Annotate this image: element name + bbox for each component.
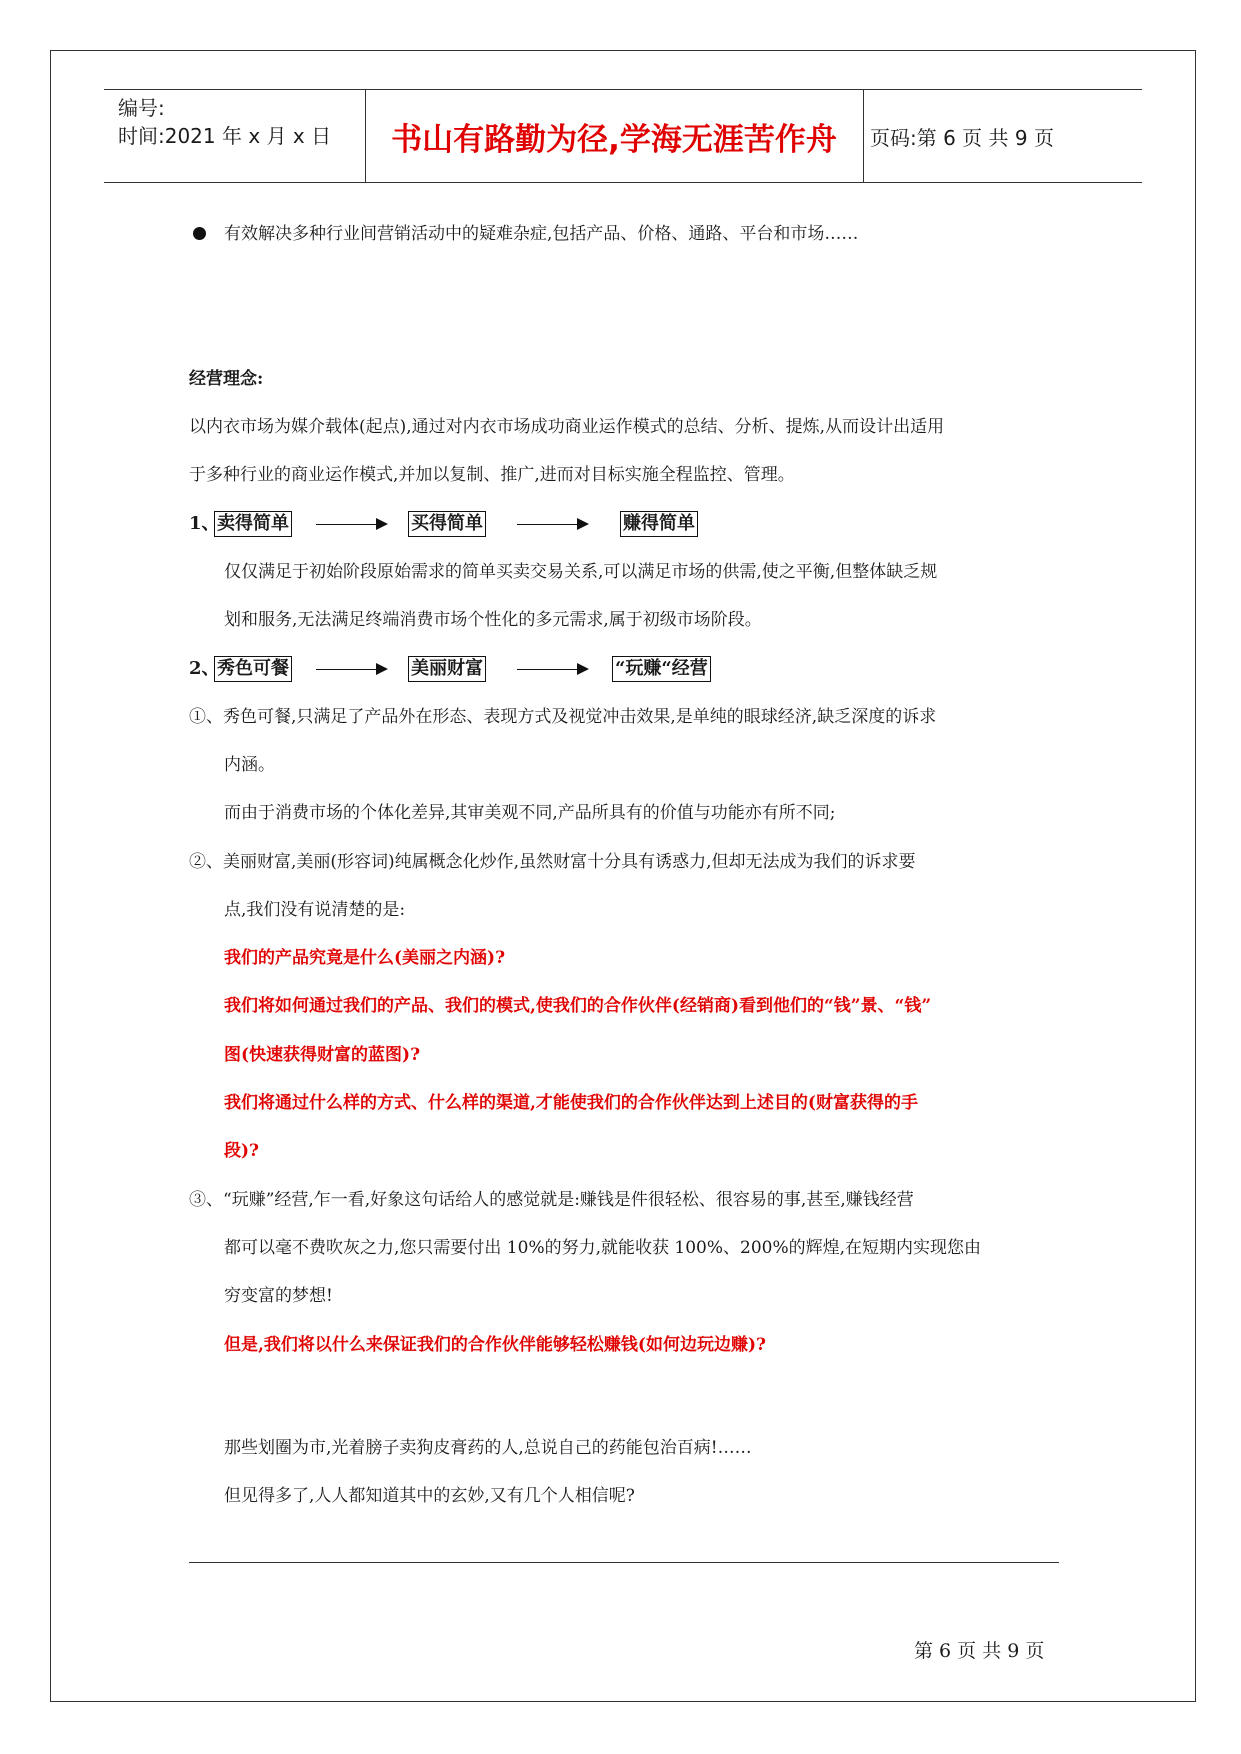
- flow-step: “玩赚“经营: [612, 656, 711, 682]
- footer-rule: [189, 1562, 1059, 1563]
- paragraph: 穷变富的梦想!: [224, 1286, 333, 1306]
- flow-step: 秀色可餐: [214, 656, 292, 682]
- section-title: 经营理念:: [189, 369, 264, 389]
- paragraph: 于多种行业的商业运作模式,并加以复制、推广,进而对目标实施全程监控、管理。: [189, 465, 795, 485]
- highlight-question: 段)?: [224, 1141, 260, 1161]
- footer-page-number: 第 6 页 共 9 页: [914, 1640, 1045, 1662]
- highlight-question: 我们将通过什么样的方式、什么样的渠道,才能使我们的合作伙伴达到上述目的(财富获得的手: [224, 1093, 918, 1113]
- arrow-right-icon: [517, 669, 587, 670]
- paragraph: ③、“玩赚”经营,乍一看,好象这句话给人的感觉就是:赚钱是件很轻松、很容易的事,甚至,赚钱经营: [189, 1190, 914, 1210]
- highlight-question: 我们将如何通过我们的产品、我们的模式,使我们的合作伙伴(经销商)看到他们的“钱”景、“钱”: [224, 996, 932, 1016]
- flow-diagram-2: [0, 656, 1241, 682]
- paragraph: 以内衣市场为媒介载体(起点),通过对内衣市场成功商业运作模式的总结、分析、提炼,从而设计出适用: [189, 417, 945, 437]
- header-divider: [863, 90, 864, 182]
- flow-step: 美丽财富: [408, 656, 486, 682]
- paragraph: 但见得多了,人人都知道其中的玄妙,又有几个人相信呢?: [224, 1486, 635, 1506]
- paragraph: ②、美丽财富,美丽(形容词)纯属概念化炒作,虽然财富十分具有诱惑力,但却无法成为我们的诉求要: [189, 852, 916, 872]
- arrow-right-icon: [316, 524, 386, 525]
- flow-diagram-1: [0, 511, 1241, 537]
- highlight-question: 图(快速获得财富的蓝图)?: [224, 1045, 421, 1065]
- arrow-right-icon: [316, 669, 386, 670]
- bullet-icon: [193, 227, 206, 240]
- flow-step: 赚得简单: [620, 511, 698, 537]
- header-motto: 书山有路勤为径,学海无涯苦作舟: [391, 121, 837, 158]
- highlight-question: 但是,我们将以什么来保证我们的合作伙伴能够轻松赚钱(如何边玩边赚)?: [224, 1335, 766, 1355]
- document-time-label: 时间:2021 年 x 月 x 日: [118, 124, 332, 148]
- flow-number: 1、: [189, 513, 220, 534]
- arrow-right-icon: [517, 524, 587, 525]
- paragraph: 仅仅满足于初始阶段原始需求的简单买卖交易关系,可以满足市场的供需,使之平衡,但整体缺乏规: [224, 562, 938, 582]
- paragraph: ①、秀色可餐,只满足了产品外在形态、表现方式及视觉冲击效果,是单纯的眼球经济,缺乏深度的诉求: [189, 707, 937, 727]
- header-meta: [118, 94, 331, 150]
- paragraph: 都可以毫不费吹灰之力,您只需要付出 10%的努力,就能收获 100%、200%的辉煌,在短期内实现您由: [224, 1238, 982, 1258]
- header-page-number: 页码:第 6 页 共 9 页: [870, 125, 1054, 150]
- highlight-question: 我们的产品究竟是什么(美丽之内涵)?: [224, 948, 506, 968]
- header-divider: [365, 90, 366, 182]
- paragraph: 那些划圈为市,光着膀子卖狗皮膏药的人,总说自己的药能包治百病!……: [224, 1438, 752, 1458]
- flow-step: 买得简单: [408, 511, 486, 537]
- document-header: [104, 89, 1142, 183]
- document-number-label: 编号:: [118, 96, 165, 120]
- paragraph: 而由于消费市场的个体化差异,其审美观不同,产品所具有的价值与功能亦有所不同;: [224, 803, 836, 823]
- paragraph: 点,我们没有说清楚的是:: [224, 900, 406, 920]
- bullet-text: 有效解决多种行业间营销活动中的疑难杂症,包括产品、价格、通路、平台和市场……: [224, 224, 859, 244]
- paragraph: 内涵。: [224, 755, 275, 775]
- flow-number: 2、: [189, 658, 220, 679]
- paragraph: 划和服务,无法满足终端消费市场个性化的多元需求,属于初级市场阶段。: [224, 610, 762, 630]
- flow-step: 卖得简单: [214, 511, 292, 537]
